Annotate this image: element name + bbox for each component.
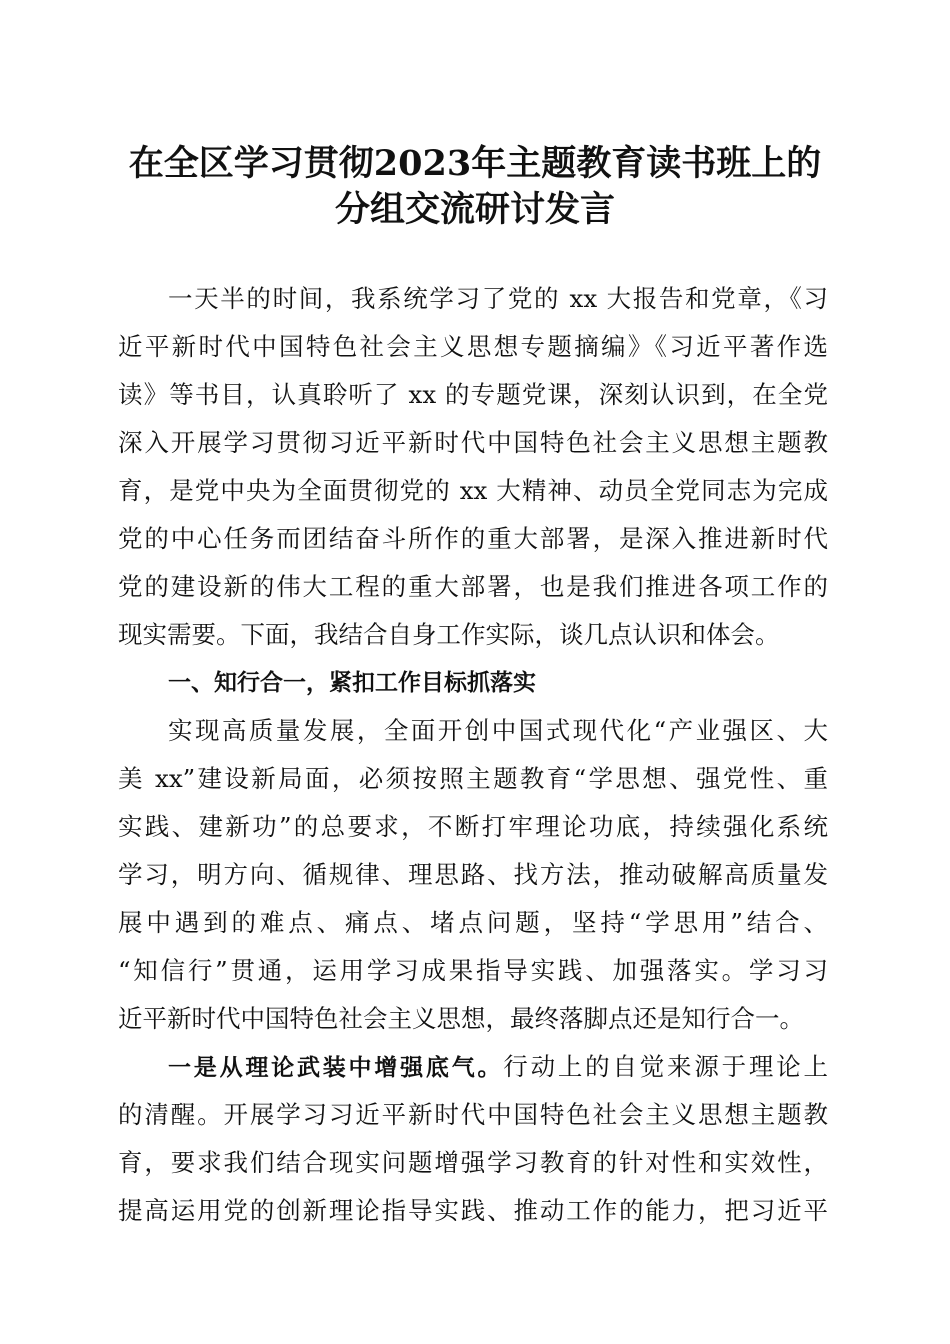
body-line: 实现高质量发展，全面开创中国式现代化“产业强区、大 — [168, 716, 828, 745]
body-line: 党的建设新的伟大工程的重大部署，也是我们推进各项工作的 — [118, 572, 828, 601]
body-line: “知信行”贯通，运用学习成果指导实践、加强落实。学习习 — [118, 956, 828, 985]
body-line: 近平新时代中国特色社会主义思想，最终落脚点还是知行合一。 — [118, 1004, 804, 1033]
body-line: 展中遇到的难点、痛点、堵点问题，坚持“学思用”结合、 — [118, 908, 828, 937]
body-line-with-lead — [118, 1043, 828, 1091]
document-title-line-1: 在全区学习贯彻2023年主题教育读书班上的 — [128, 143, 822, 184]
section-heading: 一、知行合一，紧扣工作目标抓落实 — [168, 670, 536, 696]
document-body — [118, 275, 828, 1235]
body-line: 美 xx”建设新局面，必须按照主题教育“学思想、强党性、重 — [118, 764, 828, 793]
body-line: 读》等书目，认真聆听了 xx 的专题党课，深刻认识到，在全党 — [118, 380, 828, 409]
body-line: 学习，明方向、循规律、理思路、找方法，推动破解高质量发 — [118, 860, 828, 889]
body-line: 提高运用党的创新理论指导实践、推动工作的能力，把习近平 — [118, 1196, 828, 1225]
body-line: 育，是党中央为全面贯彻党的 xx 大精神、动员全党同志为完成 — [118, 476, 828, 505]
body-line: 育，要求我们结合现实问题增强学习教育的针对性和实效性， — [118, 1148, 828, 1177]
paragraph-lead-continuation: 行动上的自觉来源于理论上 — [503, 1052, 828, 1081]
body-line: 近平新时代中国特色社会主义思想专题摘编》《习近平著作选 — [118, 332, 828, 361]
body-line: 现实需要。下面，我结合自身工作实际，谈几点认识和体会。 — [118, 620, 780, 649]
body-line: 党的中心任务而团结奋斗所作的重大部署，是深入推进新时代 — [118, 524, 828, 553]
body-line: 的清醒。开展学习习近平新时代中国特色社会主义思想主题教 — [118, 1100, 828, 1129]
document-title-line-2: 分组交流研讨发言 — [334, 189, 615, 230]
body-line: 一天半的时间，我系统学习了党的 xx 大报告和党章，《习 — [168, 284, 828, 313]
paragraph-lead: 一是从理论武装中增强底气。 — [168, 1055, 504, 1081]
body-line: 实践、建新功”的总要求，不断打牢理论功底，持续强化系统 — [118, 812, 828, 841]
body-line: 深入开展学习贯彻习近平新时代中国特色社会主义思想主题教 — [118, 428, 828, 457]
